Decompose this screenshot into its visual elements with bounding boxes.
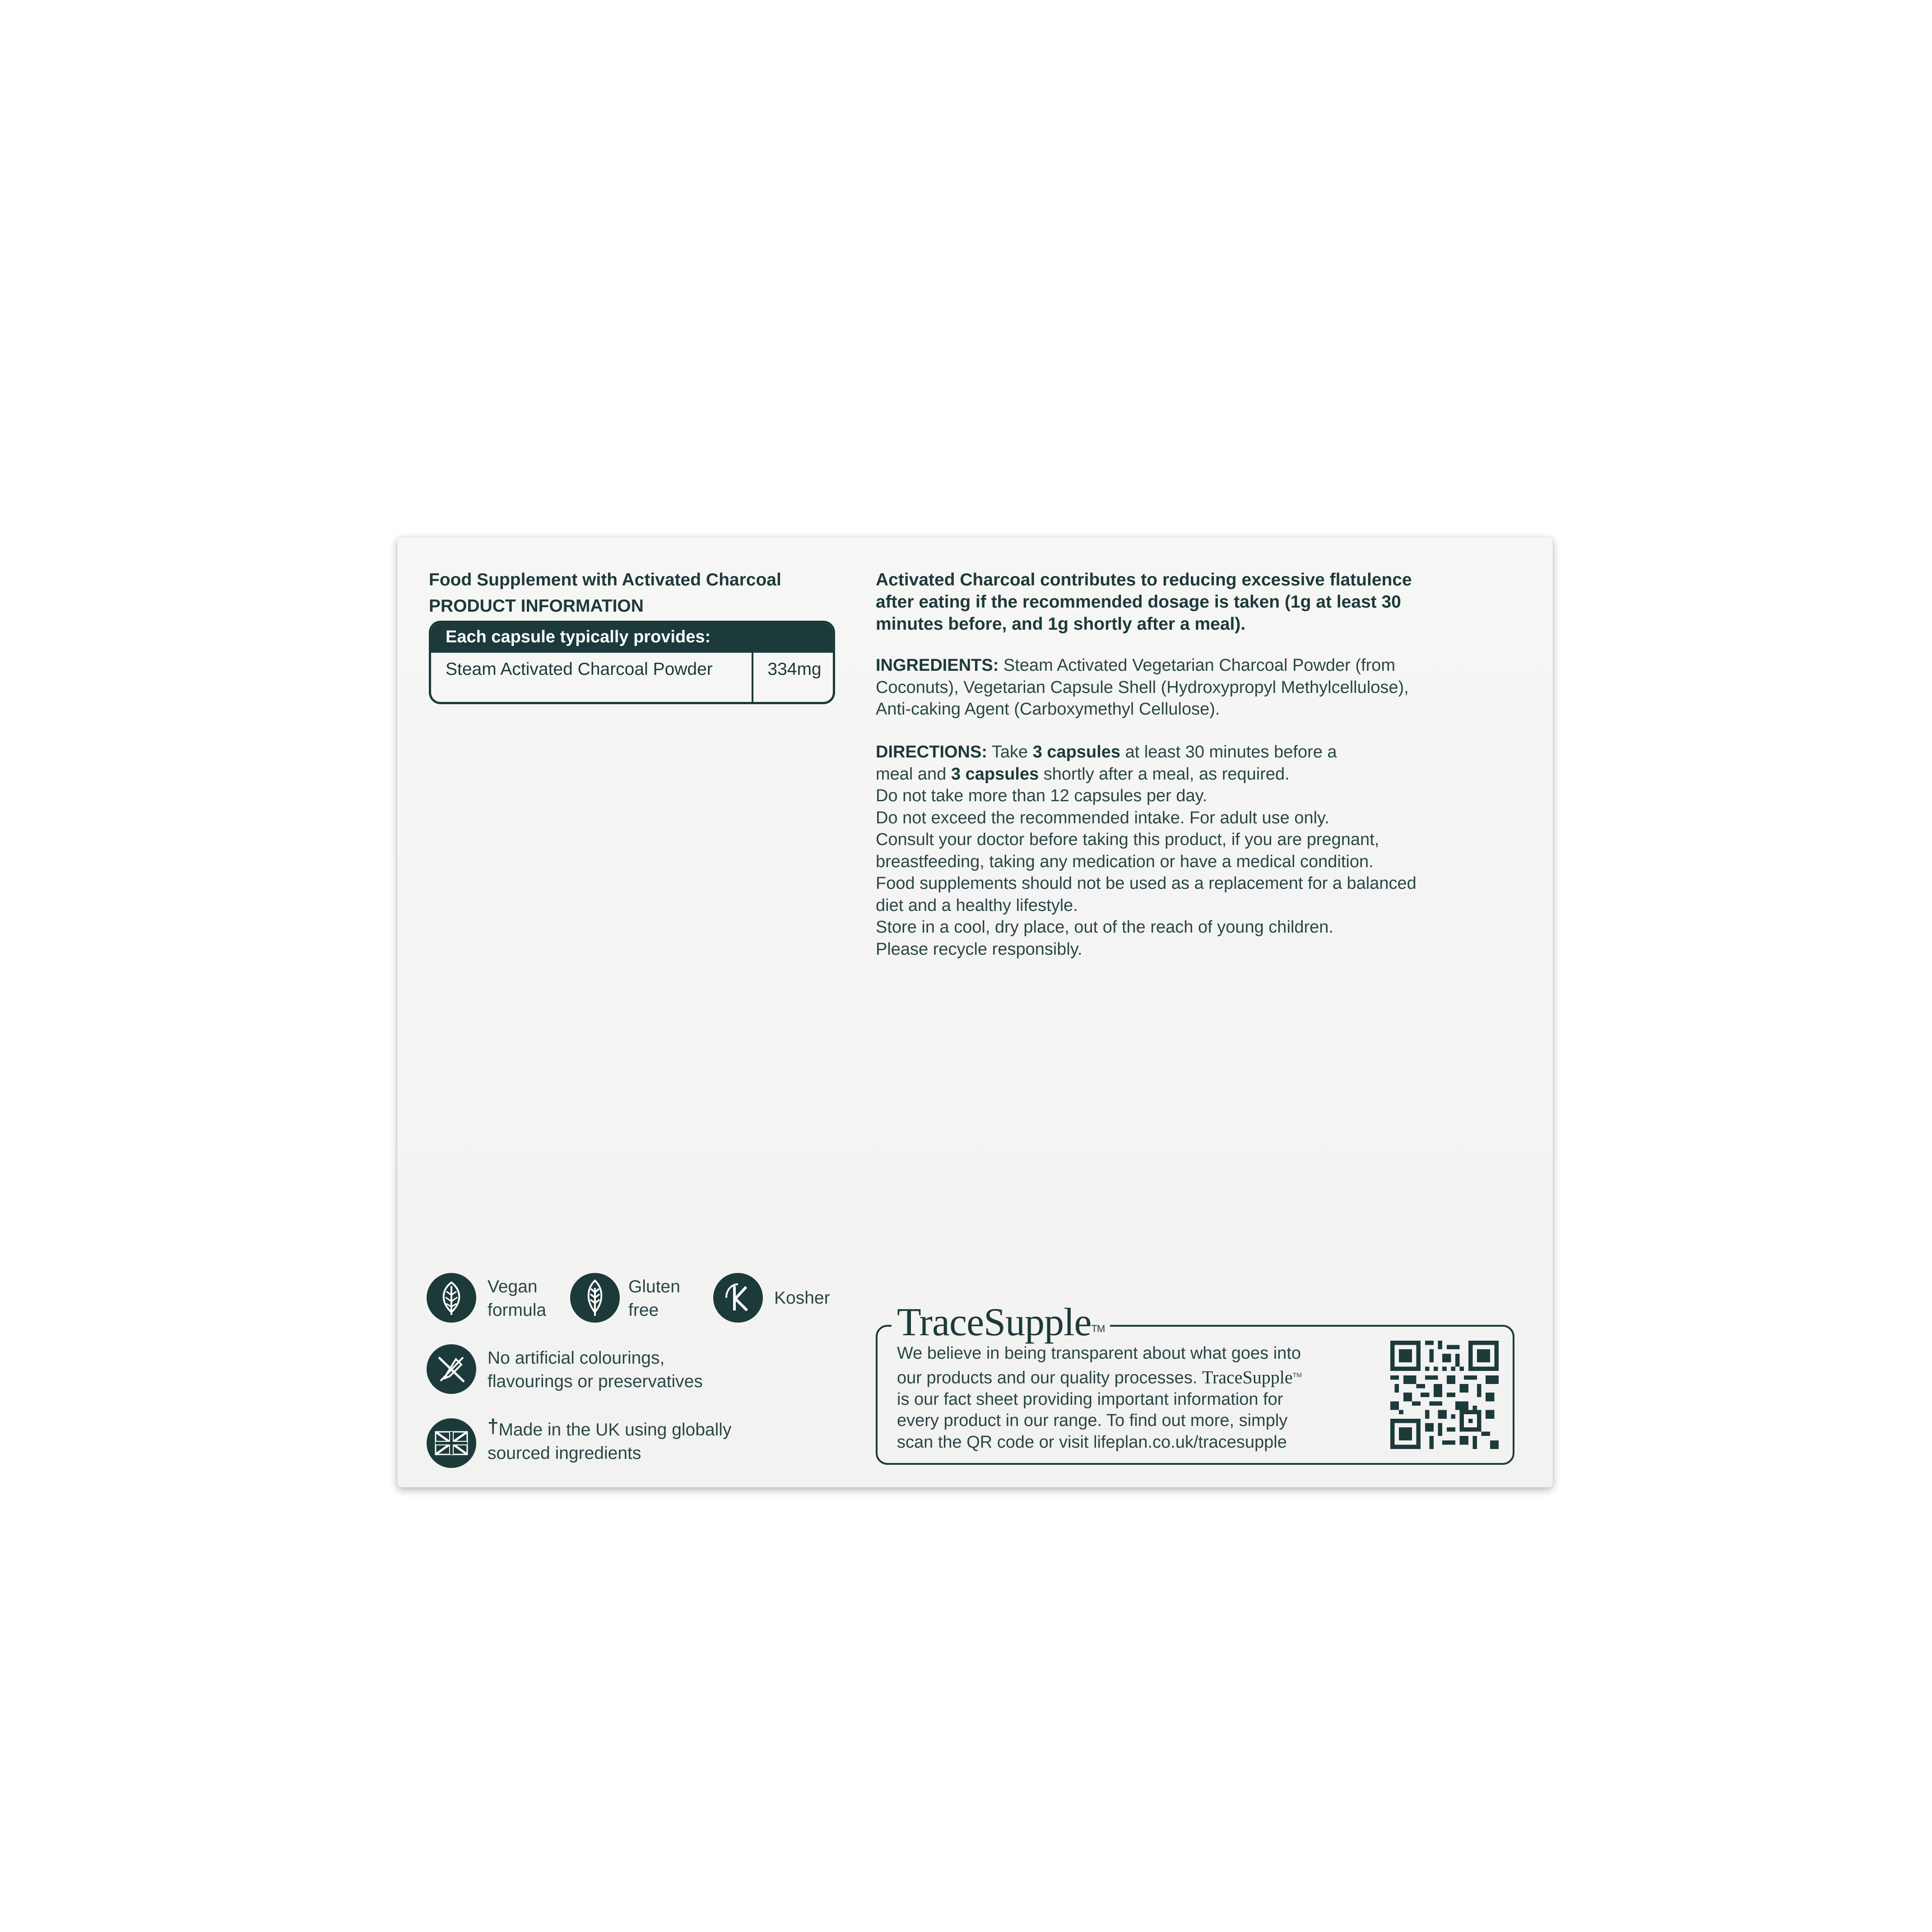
product-back-panel — [397, 537, 1553, 1487]
nutrition-ingredient-amount: 334mg — [767, 659, 822, 679]
nutrition-table — [429, 621, 835, 704]
made-in-uk-label: †Made in the UK using globally sourced ingredients — [488, 1415, 732, 1463]
no-artificial-label: No artificial colourings, flavourings or preservatives — [488, 1348, 703, 1391]
product-subtitle: Food Supplement with Activated Charcoal — [429, 570, 781, 590]
qr-code-icon[interactable] — [1390, 1341, 1499, 1449]
product-info-heading: PRODUCT INFORMATION — [429, 596, 644, 616]
health-claim: Activated Charcoal contributes to reducing excessive flatulence after eating if the recommended dosage is taken (1g at least 30 minutes before, and 1g shortly after a meal). — [876, 570, 1412, 634]
ingredients-section: INGREDIENTS: Steam Activated Vegetarian Charcoal Powder (from Coconuts), Vegetarian Capsule Shell (Hydroxypropyl Methylcellulose), Anti-caking Agent (Carboxymethyl Cellulose). — [876, 656, 1409, 719]
directions-section: DIRECTIONS: Take 3 capsules at least 30 minutes before a meal and 3 capsules shortly after a meal, as required. Do not take more than 12 capsules per day. Do not exceed the recommended intake. For adult use only. Consult your doctor before taking this product, if you are pregnant, breastfeeding, taking any medication or have a medical condition. Food supplements should not be used as a replacement for a balanced diet and a healthy lifestyle. Store in a cool, dry place, out of the reach of young children. Please recycle responsibly. — [876, 743, 1416, 959]
wheat-icon — [570, 1273, 620, 1323]
no-dropper-icon — [427, 1344, 476, 1394]
tracesupple-logo: TraceSupple™ — [892, 1300, 1110, 1345]
gluten-free-label: Gluten free — [628, 1277, 680, 1320]
tracesupple-text: We believe in being transparent about what goes into our products and our quality processes. TraceSupple™ is our fact sheet providing important information for every product in our range. To find out more, simply scan the QR code or visit lifeplan.co.uk/tracesupple — [897, 1344, 1302, 1452]
kosher-k-icon — [713, 1273, 763, 1323]
nutrition-table-header: Each capsule typically provides: — [431, 623, 833, 653]
leaf-icon — [427, 1273, 476, 1323]
table-divider — [752, 653, 753, 704]
vegan-label: Vegan formula — [488, 1277, 547, 1320]
nutrition-ingredient-name: Steam Activated Charcoal Powder — [446, 659, 713, 679]
kosher-label: Kosher — [774, 1288, 830, 1308]
uk-flag-icon — [427, 1418, 476, 1468]
